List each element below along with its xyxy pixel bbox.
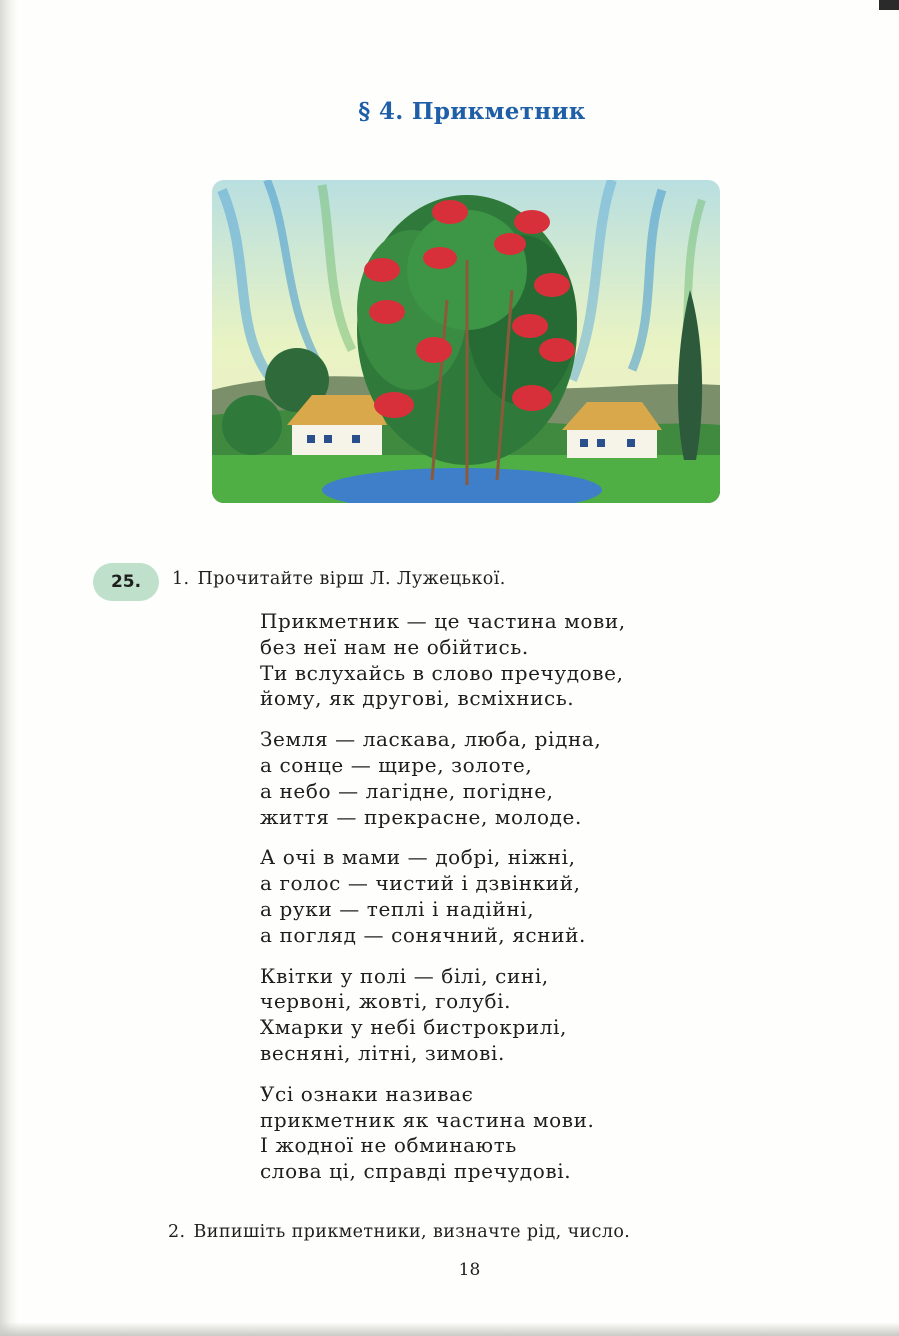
verse-line: слова ці, справді пречудові. (260, 1159, 572, 1184)
poem-stanza-3 (260, 845, 700, 948)
verse-line: Хмарки у небі бистрокрилі, (260, 1015, 567, 1040)
verse-line: Земля — ласкава, люба, рідна, (260, 727, 602, 752)
scan-corner-mark (879, 0, 899, 10)
verse-line: а небо — лагідне, погідне, (260, 778, 554, 803)
page-number: 18 (458, 1260, 481, 1280)
verse-line: життя — прекрасне, молоде. (260, 804, 582, 829)
exercise-number-badge: 25. (93, 563, 159, 601)
verse-line: а погляд — сонячний, ясний. (260, 922, 586, 947)
poem-stanza-2 (260, 727, 700, 830)
verse-line: І жодної не обминають (260, 1133, 517, 1158)
task-1 (172, 569, 506, 589)
poem-stanza-4 (260, 964, 700, 1067)
poem (260, 609, 700, 1200)
verse-line: Квітки у полі — білі, сині, (260, 963, 549, 988)
verse-line: червоні, жовті, голубі. (260, 989, 512, 1014)
verse-line: прикметник як частина мови. (260, 1107, 595, 1132)
verse-line: Прикметник — це частина мови, (260, 609, 626, 633)
poem-stanza-5 (260, 1082, 700, 1185)
page-edge-shadow-left (0, 0, 18, 1336)
verse-line: а сонце — щире, золоте, (260, 752, 533, 777)
task-1-text: Прочитайте вірш Л. Лужецької. (197, 569, 506, 589)
page-edge-shadow-bottom (0, 1322, 899, 1336)
verse-line: а голос — чистий і дзвінкий, (260, 871, 581, 896)
task-2-text: Випишіть прикметники, визначте рід, число. (193, 1222, 631, 1242)
viburnum-bush-landscape-icon (212, 180, 720, 503)
task-1-number: 1. (172, 569, 190, 589)
verse-line: А очі в мами — добрі, ніжні, (260, 845, 576, 870)
poem-stanza-1 (260, 609, 700, 712)
verse-line: без неї нам не обійтись. (260, 634, 529, 659)
verse-line: Ти вслухайсь в слово пречудове, (260, 660, 624, 685)
section-title: § 4. Прикметник (358, 98, 586, 125)
verse-line: йому, як другові, всміхнись. (260, 686, 575, 711)
task-2 (168, 1222, 630, 1242)
verse-line: а руки — теплі і надійні, (260, 896, 535, 921)
task-2-number: 2. (168, 1222, 186, 1242)
verse-line: весняні, літні, зимові. (260, 1040, 505, 1065)
verse-line: Усі ознаки називає (260, 1081, 474, 1106)
